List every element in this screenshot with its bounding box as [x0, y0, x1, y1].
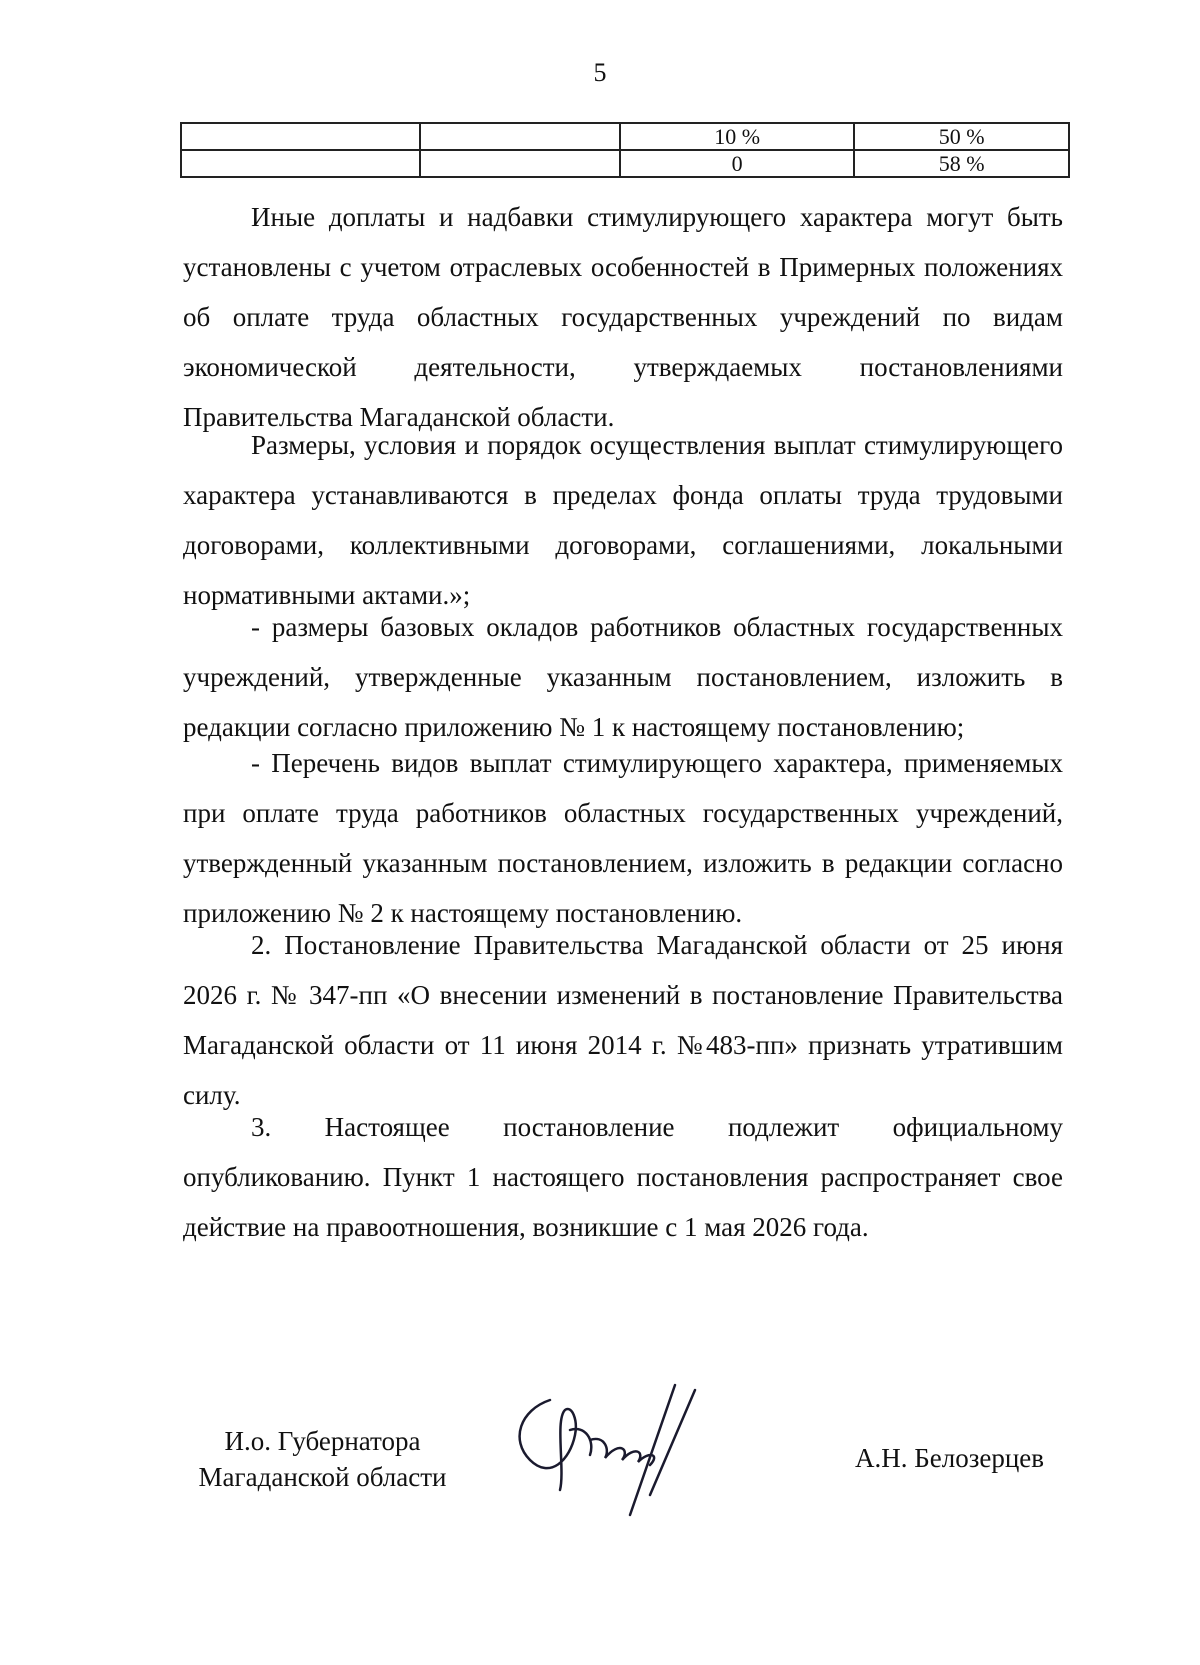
position-line-1: И.о. Губернатора: [224, 1426, 421, 1456]
paragraph-payment-conditions: Размеры, условия и порядок осуществления выплат стимулирующего характера устанавливаются в пределах фонда оплаты труда трудовыми договорами, коллективными договорами, соглашениями, локальными нормативными актами.»;: [183, 430, 1063, 610]
table-cell: [181, 150, 420, 177]
signatory-position: [190, 1423, 455, 1495]
table-row: [181, 150, 1069, 177]
position-line-2: Магаданской области: [198, 1462, 447, 1492]
paragraph-other-allowances: Иные доплаты и надбавки стимулирующего характера могут быть установлены с учетом отраслевых особенностей в Примерных положениях об оплате труда областных государственных учреждений по видам экономической деятельности, утверждаемых постановлениями Правительства Магаданской области.: [183, 202, 1063, 432]
paragraph-incentive-list: - Перечень видов выплат стимулирующего характера, применяемых при оплате труда работников областных государственных учреждений, утвержденный указанным постановлением, изложить в редакции согласно приложению № 2 к настоящему постановлению.: [183, 748, 1063, 928]
paragraph-base-salaries: - размеры базовых окладов работников областных государственных учреждений, утвержденные указанным постановлением, изложить в редакции согласно приложению № 1 к настоящему постановлению;: [183, 612, 1063, 742]
paragraph-item-3: 3. Настоящее постановление подлежит официальному опубликованию. Пункт 1 настоящего постановления распространяет свое действие на правоотношения, возникшие с 1 мая 2026 года.: [183, 1112, 1063, 1242]
table-cell: [181, 123, 420, 150]
handwritten-signature: [510, 1380, 740, 1530]
table-cell: 58 %: [854, 150, 1069, 177]
page-number: 5: [593, 58, 607, 87]
paragraph-item-2: 2. Постановление Правительства Магаданской области от 25 июня 2026 г. № 347-пп «О внесении изменений в постановление Правительства Магаданской области от 11 июня 2014 г. №483-пп» признать утратившим силу.: [183, 930, 1063, 1110]
table-cell: [420, 150, 620, 177]
table-cell: 50 %: [854, 123, 1069, 150]
data-table: [180, 122, 1070, 178]
signatory-name: А.Н. Белозерцев: [855, 1443, 1045, 1473]
table-cell: 10 %: [620, 123, 854, 150]
table-cell: 0: [620, 150, 854, 177]
table-row: [181, 123, 1069, 150]
table-cell: [420, 123, 620, 150]
